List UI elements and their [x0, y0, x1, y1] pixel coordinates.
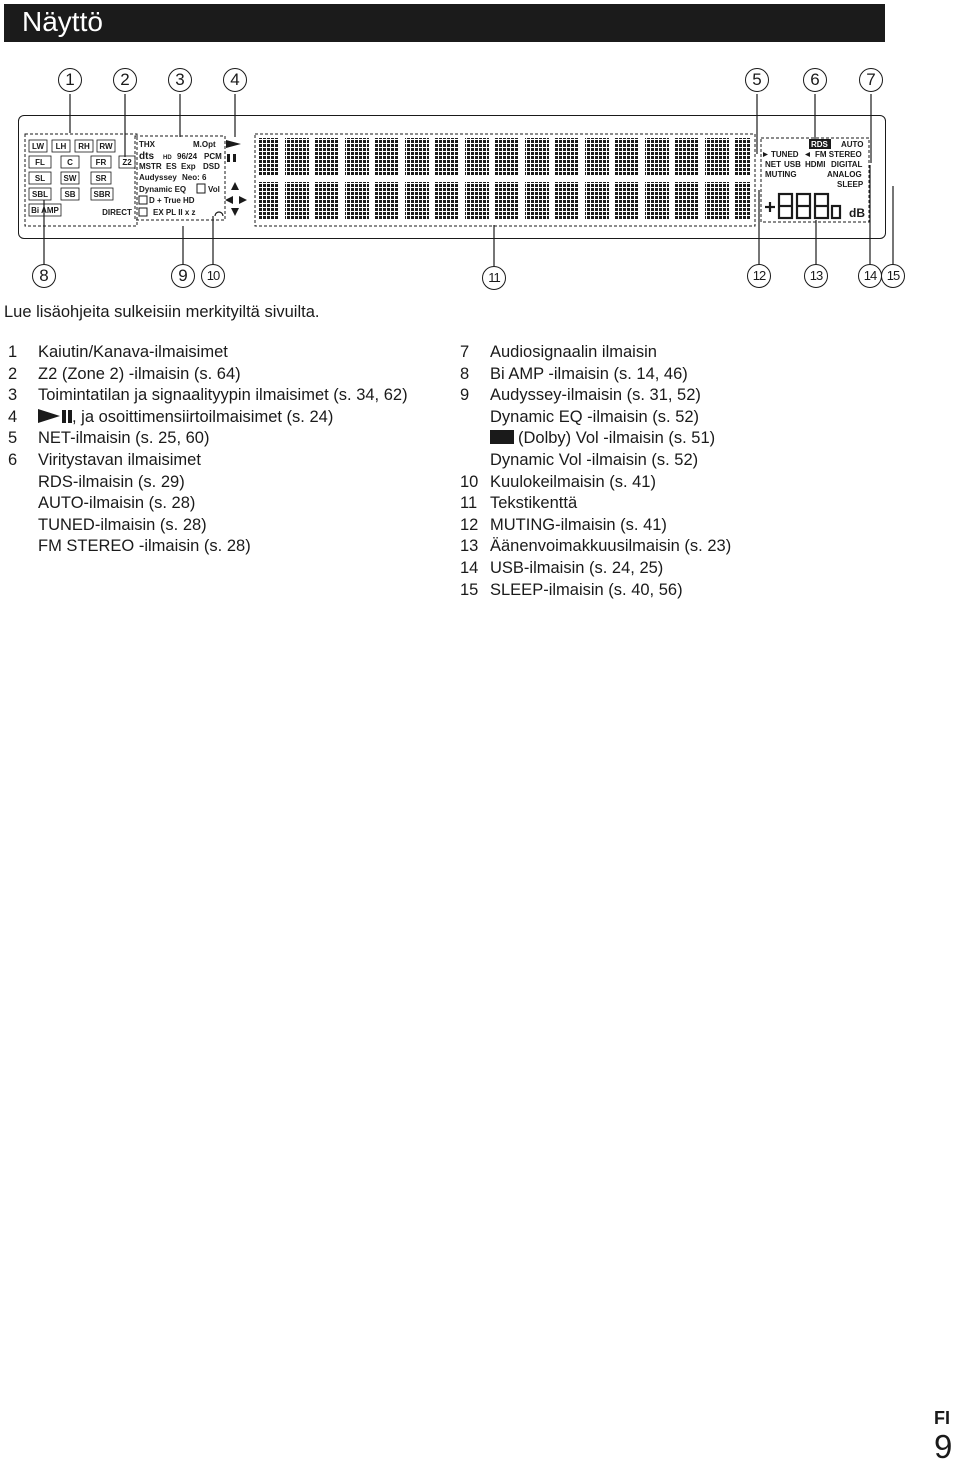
list-item: (Dolby) Vol -ilmaisin (s. 51) [460, 428, 731, 450]
list-item: 2 Z2 (Zone 2) -ilmaisin (s. 64) [8, 364, 241, 383]
callout-4: 4 [223, 68, 247, 92]
audyssey-indicator: Audyssey [139, 173, 177, 182]
auto-indicator: AUTO [841, 140, 864, 149]
legend-list-left [8, 342, 408, 558]
neo6-indicator: Neo: 6 [182, 173, 207, 182]
mstr-indicator: MSTR [139, 162, 162, 171]
callout-9: 9 [171, 264, 195, 288]
dolby-truehd-indicator: D + True HD [149, 196, 195, 205]
callout-3: 3 [168, 68, 192, 92]
callout-11: 11 [482, 266, 506, 290]
bi-amp-indicator: Bi AMP [31, 206, 59, 215]
db-indicator: dB [849, 206, 865, 220]
intro-text: Lue lisäohjeita sulkeisiin merkityiltä sivuilta. [4, 303, 320, 321]
list-item: 7 Audiosignaalin ilmaisin [460, 343, 657, 361]
list-item: 5 NET-ilmaisin (s. 25, 60) [8, 429, 210, 448]
direct-indicator: DIRECT [102, 208, 132, 217]
speaker-rh: RH [78, 142, 90, 151]
tuned-indicator: TUNED [771, 150, 799, 159]
list-item: 15 SLEEP-ilmaisin (s. 40, 56) [460, 580, 683, 599]
list-item: FM STEREO -ilmaisin (s. 28) [38, 537, 251, 556]
list-item: 11 Tekstikenttä [460, 494, 578, 513]
speaker-sl: SL [34, 174, 46, 183]
speaker-sb: SB [64, 190, 76, 199]
section-title: Näyttö [22, 6, 103, 37]
callout-2: 2 [113, 68, 137, 92]
callout-1: 1 [58, 68, 82, 92]
dsd-indicator: DSD [203, 162, 220, 171]
pause-icon [62, 410, 66, 423]
speaker-c: C [67, 158, 73, 167]
list-item: 10 Kuulokeilmaisin (s. 41) [460, 472, 656, 491]
speaker-fl: FL [35, 158, 45, 167]
es-indicator: ES [166, 162, 177, 171]
callout-7: 7 [859, 68, 883, 92]
speaker-sbr: SBR [93, 190, 111, 199]
speaker-fr: FR [95, 158, 107, 167]
dynamic-eq-indicator: Dynamic EQ [139, 185, 187, 194]
list-item: Dynamic Vol -ilmaisin (s. 52) [490, 450, 699, 469]
speaker-sw: SW [63, 174, 77, 183]
list-item: RDS-ilmaisin (s. 29) [38, 472, 185, 491]
vol-indicator: Vol [208, 185, 220, 194]
list-item: Dynamic EQ -ilmaisin (s. 52) [490, 407, 700, 426]
list-item: 9 Audyssey-ilmaisin (s. 31, 52) [460, 386, 701, 405]
list-item: 3 Toimintatilan ja signaalityypin ilmaisimet (s. 34, 62) [8, 386, 408, 405]
language-code: FI [934, 1408, 950, 1428]
thx-indicator: THX [139, 140, 155, 149]
callout-13: 13 [804, 264, 828, 288]
list-item: 1 Kaiutin/Kanava-ilmaisimet [8, 343, 228, 361]
callout-6: 6 [803, 68, 827, 92]
list-item: 6 Viritystavan ilmaisimet [8, 450, 201, 469]
hdmi-indicator: HDMI [805, 160, 826, 169]
list-item: TUNED-ilmaisin (s. 28) [38, 515, 207, 534]
callout-14: 14 [858, 264, 882, 288]
dolby-icon [490, 430, 514, 444]
play-icon [38, 409, 60, 423]
dts-indicator: dts [139, 151, 154, 162]
rds-indicator: RDS [811, 140, 828, 149]
list-item: 13 Äänenvoimakkuusilmaisin (s. 23) [460, 537, 732, 556]
legend-list-right [460, 342, 731, 601]
9624-indicator: 96/24 [177, 152, 198, 161]
pcm-indicator: PCM [204, 152, 222, 161]
callout-12: 12 [747, 264, 771, 288]
speaker-rw: RW [99, 142, 113, 151]
list-item: 12 MUTING-ilmaisin (s. 41) [460, 515, 667, 534]
leader-lines [0, 0, 960, 300]
zone2-indicator: Z2 [122, 158, 132, 167]
speaker-sr: SR [95, 174, 107, 183]
expl2xz-indicator: EX PL II x z [153, 208, 196, 217]
mopt-indicator: M.Opt [193, 140, 216, 149]
analog-indicator: ANALOG [827, 170, 862, 179]
list-item: 4 , ja osoittimensiirtoilmaisimet (s. 24) [8, 407, 334, 426]
speaker-lh: LH [55, 142, 67, 151]
hd-indicator: HD [163, 155, 172, 161]
sleep-indicator: SLEEP [837, 180, 864, 189]
page-number: 9 [934, 1428, 953, 1465]
callout-8: 8 [32, 264, 56, 288]
speaker-sbl: SBL [32, 190, 48, 199]
callout-15: 15 [881, 264, 905, 288]
muting-indicator: MUTING [765, 170, 797, 179]
list-item: AUTO-ilmaisin (s. 28) [38, 494, 196, 513]
callout-5: 5 [745, 68, 769, 92]
list-item: 8 Bi AMP -ilmaisin (s. 14, 46) [460, 364, 688, 383]
speaker-lw: LW [32, 142, 44, 151]
digital-indicator: DIGITAL [831, 160, 863, 169]
usb-indicator: USB [784, 160, 801, 169]
callout-10: 10 [201, 264, 225, 288]
net-indicator: NET [765, 160, 781, 169]
fm-stereo-indicator: FM STEREO [815, 150, 862, 159]
exp-indicator: Exp [181, 162, 196, 171]
list-item: 14 USB-ilmaisin (s. 24, 25) [460, 558, 664, 577]
